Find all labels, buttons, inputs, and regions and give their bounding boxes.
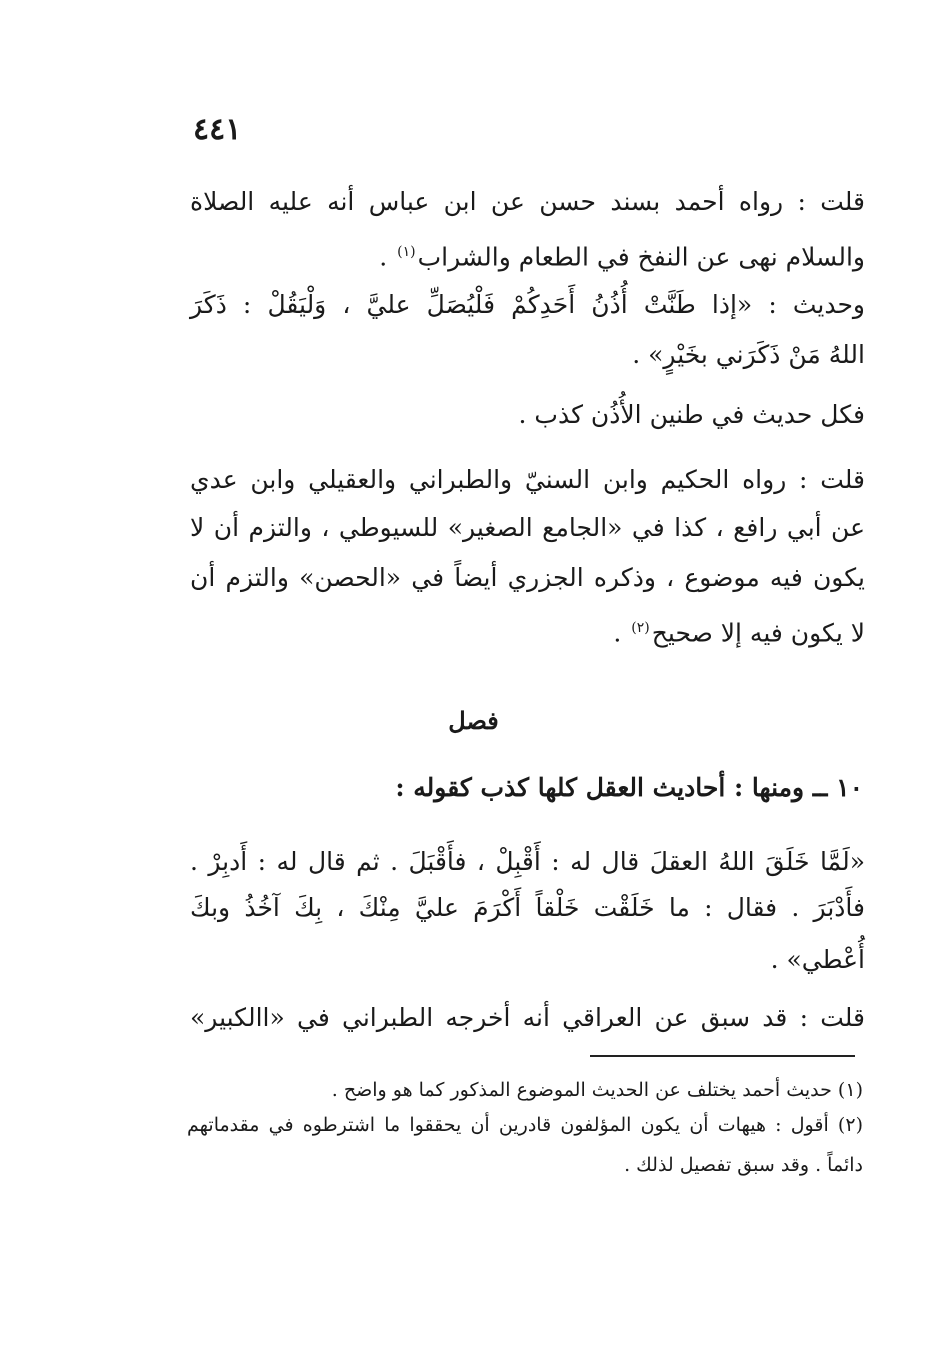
paragraph-1-line-2-text: والسلام نهى عن النفخ في الطعام والشراب [417,242,865,272]
paragraph-4-line-1: قلت : رواه الحكيم وابن السنيّ والطبراني والعقيلي وابن عدي [190,465,865,494]
footnote-ref-1: (١) [397,244,416,260]
paragraph-5-line-3: أُعْطي» . [770,945,865,974]
paragraph-4-line-4-text: لا يكون فيه إلا صحيح [651,618,865,648]
paragraph-4-line-4 [190,608,865,653]
section-heading: ١٠ ــ ومنها : أحاديث العقل كلها كذب كقوله : [395,773,863,802]
chapter-heading: فصل [448,706,499,735]
paragraph-2-line-1: وحديث : «إذا طَنَّتْ أُذُنُ أَحَدِكُمْ فَلْيُصَلِّ عليَّ ، وَلْيَقُلْ : ذَكَرَ [190,290,865,319]
paragraph-3-line-1: فكل حديث في طنين الأُذُن كذب . [518,400,865,429]
paragraph-6-line-1: قلت : قد سبق عن العراقي أنه أخرجه الطبراني في «االكبير» [190,1003,865,1032]
paragraph-5-line-2: فأَدْبَرَ . فقال : ما خَلَقْت خَلْقاً أَكْرَمَ عليَّ مِنْكَ ، بِكَ آخُذُ وبكَ [190,893,865,922]
page-number: ٤٤١ [193,112,242,147]
paragraph-1-line-1: قلت : رواه أحمد بسند حسن عن ابن عباس أنه عليه الصلاة [190,187,865,216]
footnote-1: (١) حديث أحمد يختلف عن الحديث الموضوع المذكور كما هو واضح . [331,1079,863,1101]
paragraph-4-line-2: عن أبي رافع ، كذا في «الجامع الصغير» للسيوطي ، والتزم أن لا [190,513,865,542]
footnote-separator [590,1055,855,1057]
paragraph-4-line-3: يكون فيه موضوع ، وذكره الجزري أيضاً في «الحصن» والتزم أن [190,563,865,592]
paragraph-5-line-1: «لَمَّا خَلَقَ اللهُ العقلَ قال له : أَقْبِلْ ، فأَقْبَلَ . ثم قال له : أَدبِرْ . [190,847,865,876]
paragraph-4-line-4-end: . [613,618,630,648]
paragraph-1-line-2-end: . [379,242,396,272]
footnote-2-line-1: (٢) أقول : هيهات أن يكون المؤلفون قادرين أن يحققوا ما اشترطوه في مقدماتهم [187,1114,863,1136]
footnote-ref-2: (٢) [631,620,650,636]
footnote-2-line-2: دائماً . وقد سبق تفصيل لذلك . [624,1154,863,1176]
paragraph-1-line-2 [190,232,865,277]
paragraph-2-line-2: اللهُ مَنْ ذَكَرَني بخَيْرٍ» . [632,340,865,369]
